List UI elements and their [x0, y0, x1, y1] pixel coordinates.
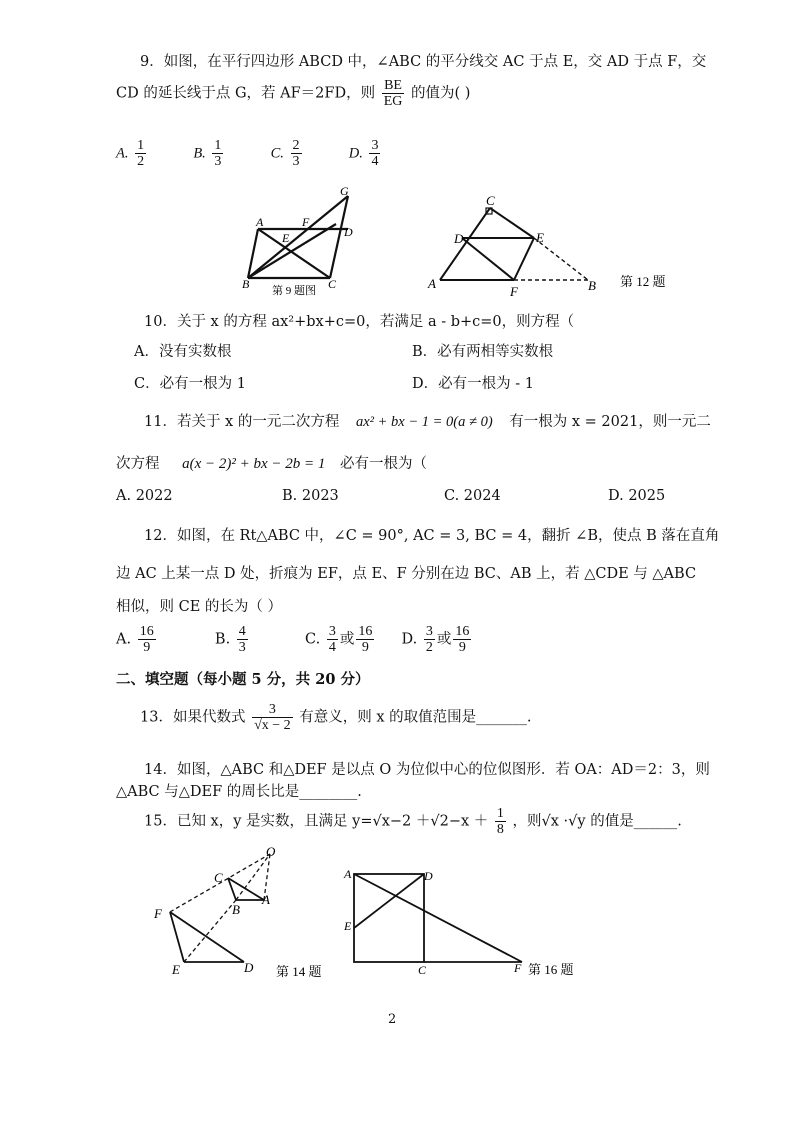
q11-option-d: D. 2025: [608, 488, 666, 504]
q12-opt-d-num2: 16: [455, 624, 470, 639]
q12-opt-c-or: 或: [339, 631, 355, 648]
q14-label-a: A: [262, 892, 270, 907]
q9-label-f: F: [302, 215, 310, 229]
q9-opt-d-value: [369, 138, 380, 169]
q11-line2-pre: 次方程: [116, 456, 160, 472]
q10-option-c: C．必有一根为 1: [134, 376, 246, 392]
q12-opt-a-label: A.: [116, 631, 132, 648]
q15-den: 8: [496, 822, 504, 837]
q9-options: [116, 138, 382, 169]
q14-seg-eb-dashed: [184, 900, 236, 962]
q16-label-d: D: [424, 869, 433, 883]
section2-title: 二、填空题（每小题 5 分，共 20 分）: [116, 671, 370, 688]
q11-line1: [144, 410, 711, 431]
q12-opt-b-label: B.: [214, 631, 231, 648]
q9-opt-d-den: 4: [371, 154, 379, 169]
q16-figure-caption: 第 16 题: [528, 962, 574, 977]
q15-fraction: [495, 806, 506, 837]
q12-seg-ce: [490, 208, 534, 238]
q9-opt-c-value: [291, 138, 302, 169]
q9-label-g: G: [340, 184, 349, 198]
q11-stem-pre: 11．若关于 x 的一元二次方程: [144, 414, 340, 430]
q9-opt-b-num: 1: [214, 138, 222, 153]
q9-ratio: [382, 78, 405, 109]
q11-eq1: ax² + bx − 1 = 0(a ≠ 0): [355, 414, 493, 430]
q12-opt-d-or: 或: [436, 631, 452, 648]
q13-num: 3: [252, 702, 293, 718]
q12-opt-b-value: [237, 624, 248, 655]
q10-option-d: D．必有一根为 - 1: [412, 376, 534, 392]
q16-label-c: C: [418, 963, 427, 977]
q9-line2: [116, 78, 470, 109]
q13-den: √x − 2: [254, 718, 291, 733]
q12-opt-c-value2: [356, 624, 374, 655]
q9-opt-b-den: 3: [214, 154, 222, 169]
q9-opt-b-label: B.: [193, 145, 206, 162]
q9-opt-d-num: 3: [371, 138, 379, 153]
q12-opt-c-value1: [327, 624, 338, 655]
q9-seg-ac: [258, 229, 330, 278]
q13-pre: 13．如果代数式: [140, 709, 246, 726]
q9-label-d: D: [344, 225, 353, 239]
q11-option-c: C. 2024: [444, 488, 501, 504]
q11-line2: [116, 452, 427, 473]
q12-label-d: D: [454, 231, 464, 246]
q10-option-a: A．没有实数根: [134, 344, 232, 360]
q12-opt-c-num1: 3: [328, 624, 336, 639]
q12-options: [116, 624, 473, 655]
q12-opt-a-den: 9: [143, 640, 151, 655]
q9-opt-a-label: A.: [116, 145, 129, 162]
q14-label-c: C: [214, 870, 223, 885]
q10-stem: 10．关于 x 的方程 ax²+bx+c=0，若满足 a - b+c=0，则方程（: [144, 314, 575, 330]
q14-label-d: D: [244, 960, 254, 975]
q9-opt-c-den: 3: [292, 154, 300, 169]
q16-label-a: A: [344, 867, 352, 881]
q12-opt-b-num: 4: [238, 624, 246, 639]
q14-label-o: O: [266, 844, 276, 859]
q9-line2-post: 的值为( ): [410, 85, 471, 102]
q12-opt-c-den1: 4: [328, 640, 336, 655]
q9-label-b: B: [242, 277, 250, 291]
q12-opt-d-den2: 9: [458, 640, 466, 655]
q12-seg-ca: [440, 208, 490, 280]
q11-option-a: A. 2022: [116, 488, 173, 504]
q12-line1: 12．如图，在 Rt△ABC 中，∠C = 90°, AC = 3, BC = 4，翻折 ∠B，使点 B 落在直角: [144, 528, 720, 544]
q12-line2: 边 AC 上某一点 D 处，折痕为 EF，点 E、F 分别在边 BC、AB 上，若 △CDE 与 △ABC: [116, 566, 697, 582]
q9-ratio-den: EG: [383, 94, 403, 109]
q12-label-f: F: [510, 284, 518, 298]
q9-label-e: E: [282, 231, 290, 245]
q12-opt-c-den2: 9: [361, 640, 369, 655]
q12-opt-d-value1: [424, 624, 435, 655]
q14-label-f: F: [154, 906, 162, 921]
q9-opt-c-num: 2: [292, 138, 300, 153]
q9-opt-a-den: 2: [137, 154, 145, 169]
q11-line2-post: 必有一根为（: [340, 456, 428, 472]
q12-opt-b-den: 3: [238, 640, 246, 655]
q12-figure-caption: 第 12 题: [620, 274, 666, 289]
q16-label-f: F: [514, 961, 522, 975]
q14-label-e: E: [172, 962, 180, 977]
q12-opt-c-num2: 16: [358, 624, 373, 639]
q9-figure-caption: 第 9 题图: [272, 285, 316, 297]
q12-opt-a-value: [138, 624, 156, 655]
q9-opt-a-value: [135, 138, 146, 169]
q15: [144, 806, 682, 837]
q13-expression: [252, 702, 293, 733]
q12-label-c: C: [486, 193, 495, 208]
q12-seg-df: [462, 238, 514, 280]
q9-opt-b-value: [212, 138, 223, 169]
q9-opt-a-num: 1: [137, 138, 145, 153]
q12-seg-ef: [514, 238, 534, 280]
q16-seg-af: [354, 874, 522, 962]
q12-label-b: B: [588, 278, 596, 293]
q12-opt-d-label: D.: [401, 631, 418, 648]
q9-figure: [236, 184, 366, 300]
q16-rect-abcd: [354, 874, 424, 962]
q11-option-b: B. 2023: [282, 488, 339, 504]
q15-post: ，则√x ·√y 的值是______.: [512, 813, 682, 830]
q10-option-b: B．必有两相等实数根: [412, 344, 554, 360]
q14-figure-caption: 第 14 题: [276, 964, 322, 978]
q16-seg-ed: [354, 874, 424, 928]
q12-opt-d-den1: 2: [425, 640, 433, 655]
q14-line1: 14．如图，△ABC 和△DEF 是以点 O 为位似中心的位似图形．若 OA：AD＝2：3，则: [144, 762, 710, 778]
q9-label-a: A: [256, 215, 264, 229]
q12-label-a: A: [428, 276, 436, 291]
q12-opt-d-value2: [453, 624, 471, 655]
q9-opt-c-label: C.: [270, 145, 284, 162]
q14-figure: [146, 842, 346, 978]
page-number: 2: [388, 1012, 397, 1027]
q16-figure: [340, 862, 600, 980]
q16-label-e: E: [344, 919, 352, 933]
q12-opt-c-label: C.: [305, 631, 321, 648]
q9-opt-d-label: D.: [348, 145, 363, 162]
q11-eq2: a(x − 2)² + bx − 2b = 1: [182, 456, 326, 472]
q9-label-c: C: [328, 277, 337, 291]
q9-line1: 9．如图，在平行四边形 ABCD 中，∠ABC 的平分线交 AC 于点 E，交 AD 于点 F，交: [140, 54, 707, 70]
q14-line2: △ABC 与△DEF 的周长比是________.: [116, 784, 362, 800]
q12-label-e: E: [536, 230, 544, 245]
q11-stem-mid: 有一根为 x = 2021，则一元二: [509, 414, 711, 430]
q12-opt-a-num: 16: [139, 624, 154, 639]
q9-line2-pre: CD 的延长线于点 G，若 AF＝2FD，则: [116, 85, 376, 102]
q14-seg-ca: [228, 878, 264, 900]
q9-ratio-num: BE: [382, 78, 405, 94]
q13-post: 有意义，则 x 的取值范围是_______.: [299, 709, 532, 726]
q15-num: 1: [496, 806, 504, 821]
q15-pre: 15．已知 x，y 是实数，且满足 y=√x−2 ＋√2−x ＋: [144, 813, 489, 830]
q12-line3: 相似，则 CE 的长为（ ）: [116, 599, 283, 615]
q14-label-b: B: [232, 902, 240, 917]
q13: [140, 702, 532, 733]
q12-opt-d-num1: 3: [425, 624, 433, 639]
q12-figure: [420, 192, 675, 298]
